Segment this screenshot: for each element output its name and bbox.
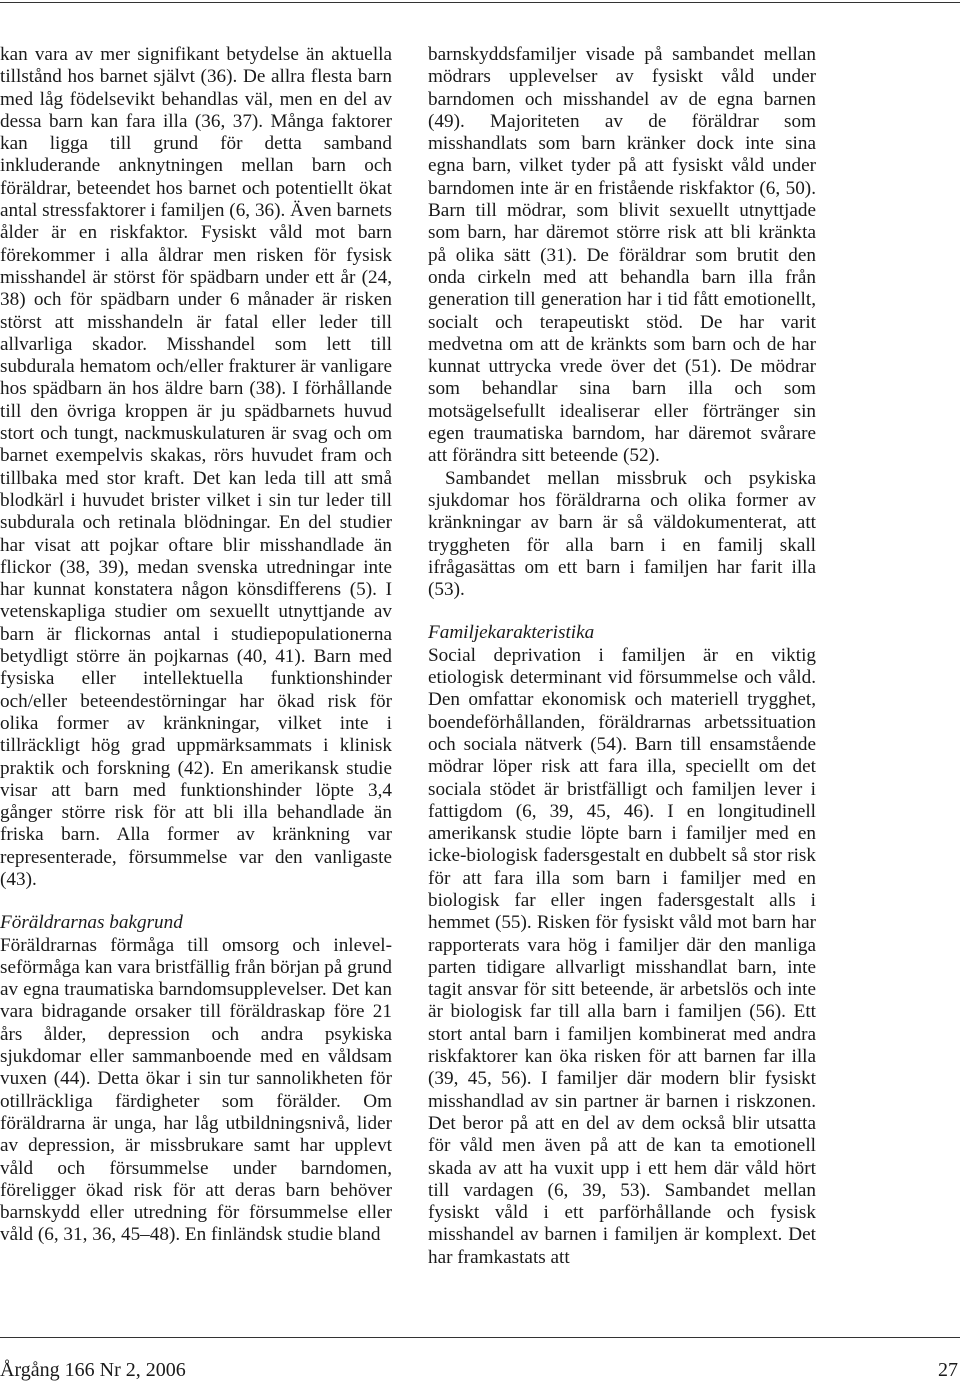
- right-column: [428, 44, 816, 1269]
- body-paragraph: kan vara av mer signifikant betydelse än aktuella tillstånd hos barnet självt (36). De allra flesta barn med låg födelsevikt behandlas väl, men en del av dessa barn kan fara illa (36, 37). Många faktorer kan ligga till grund för detta samband inkluderande anknytningen mellan barn och föräldrar, beteendet hos barnet och potentiellt ökat antal stressfaktorer i familjen (6, 36). Även barnets ålder är en riskfaktor. Fysiskt våld mot barn förekommer i alla åldrar men risken för fysisk misshandel är störst för spädbarn under ett år (24, 38) och för spädbarn under 6 månader är risken störst att misshandeln är fatal eller leder till allvarliga skador. Misshandel som lett till subdurala hematom och/eller frakturer är vanligare hos spädbarn än hos äldre barn (38). I förhållande till den övriga kroppen är ju spädbarnets huvud stort och tungt, nackmuskulaturen är svag och om barnet exempelvis skakas, rörs huvudet fram och tillbaka med stor kraft. Det kan leda till att små blodkärl i huvudet brister vilket i sin tur leder till subdurala och retinala blödningar. En del studier har visat att pojkar oftare blir misshandlade än flickor (38, 39), medan svenska utredningar inte har kunnat konstatera någon könsdifferens (5). I vetenskapliga studier om sexuellt utnyttjande av barn är flickornas antal i studiepopulationerna betydligt större än pojkarnas (40, 41). Barn med fysiska eller intellektuella funktionshinder och/eller beteendestörningar har ökad risk för olika former av kränkningar, vilket inte i tillräckligt hög grad uppmärksammats i klinisk praktik och forskning (42). En amerikansk studie visar att barn med funktionshinder löpte 3,4 gånger större risk för att bli illa behandlade än friska barn. Alla former av kränkning var representerade, försummelse var den vanligaste (43).: [0, 44, 392, 890]
- body-paragraph: Föräldrarnas förmåga till omsorg och inlevelseförmåga kan vara bristfällig från början på grund av egna traumatiska barndomsupplevelser. Det kan vara bidragande orsaker till föräldraskap före 21 års ålder, depression och andra psykiska sjukdomar eller sammanboende med en våldsam vuxen (44). Detta ökar i sin tur sannolikheten för otillräckliga färdigheter som förälder. Om föräldrarna är unga, har låg utbildningsnivå, lider av depression, är missbrukare samt har upplevt våld och försummelse under barndomen, föreligger ökad risk för att deras barn behöver barnskydd eller utredning för försummelse eller våld (6, 31, 36, 45–48). En finländsk studie bland: [0, 934, 392, 1246]
- footer-rule: [0, 1337, 960, 1338]
- page-number: 27: [938, 1359, 958, 1381]
- journal-issue: Årgång 166 Nr 2, 2006: [0, 1359, 186, 1381]
- body-paragraph: barnskyddsfamiljer visade på sambandet mellan mödrars upplevelser av fysiskt våld under barndomen och misshandel av de egna barnen (49). Majoriteten av de föräldrar som misshandlats som barn kränker dock inte sina egna barn, vilket tyder på att fysiskt våld under barndomen inte är en fristående riskfaktor (6, 50). Barn till mödrar, som blivit sexuellt utnyttjade som barn, har däremot större risk att bli kränkta på olika sätt (31). De föräldrar som brutit den onda cirkeln med att behandla barn illa från generation till generation har i tid fått emotionellt, socialt och terapeutiskt stöd. De har varit medvetna om att de kränkts som barn och de har kunnat uttrycka vrede över det (51). De mödrar som behandlar sina barn illa och som motsägelsefullt idealiserar eller förtränger sin egen traumatiska barndom, har däremot svårare att förändra sitt beteende (52).: [428, 44, 816, 467]
- top-rule: [0, 2, 960, 3]
- left-column: [0, 44, 392, 1247]
- section-heading: Föräldrarnas bakgrund: [0, 912, 183, 934]
- body-paragraph: Sambandet mellan missbruk och psykiska sjukdomar hos föräldrarna och olika former av kränkningar av barn är så väldokumenterat, att tryggheten för alla barn i en familj skall ifrågasättas om ett barn i familjen har farit illa (53).: [428, 467, 816, 601]
- body-paragraph: Social deprivation i familjen är en viktig etiologisk determinant vid försummelse och våld. Den omfattar ekonomisk och materiell trygghet, boendeförhållanden, föräldrarnas arbetssituation och sociala nätverk (54). Barn till ensamstående mödrar löper risk att fara illa, speciellt om det sociala stödet är bristfälligt och familjen lever i fattigdom (6, 39, 45, 46). I en longitudinell amerikansk studie löpte barn i familjer med en icke-biologisk fadersgestalt en dubbelt så stor risk för att fara illa som barn i familjer med en biologisk far eller ingen fadersgestalt alls i hemmet (55). Risken för fysiskt våld mot barn har rapporterats vara hög i familjer där den manliga parten tidigare allvarligt misshandlat barn, inte tagit ansvar för sitt beteende, är arbetslös och inte är biologisk far till alla barn i familjen (56). Ett stort antal barn i familjen kombinerat med andra riskfaktorer kan öka risken för att barnen far illa (39, 45, 56). I familjer där modern blir fysiskt misshandlad av sin partner är barnen i riskzonen. Det beror på att en del av dem också blir utsatta för våld men även på att de kan ta emotionell skada av att ha vuxit upp i ett hem där våld hört till vardagen (6, 39, 53). Sambandet mellan fysiskt våld i ett parförhållande och fysisk misshandel av barnen i familjen är komplext. Det har framkastats att: [428, 644, 816, 1268]
- section-heading: Familjekarakteristika: [428, 622, 595, 644]
- page-footer: [0, 1358, 960, 1382]
